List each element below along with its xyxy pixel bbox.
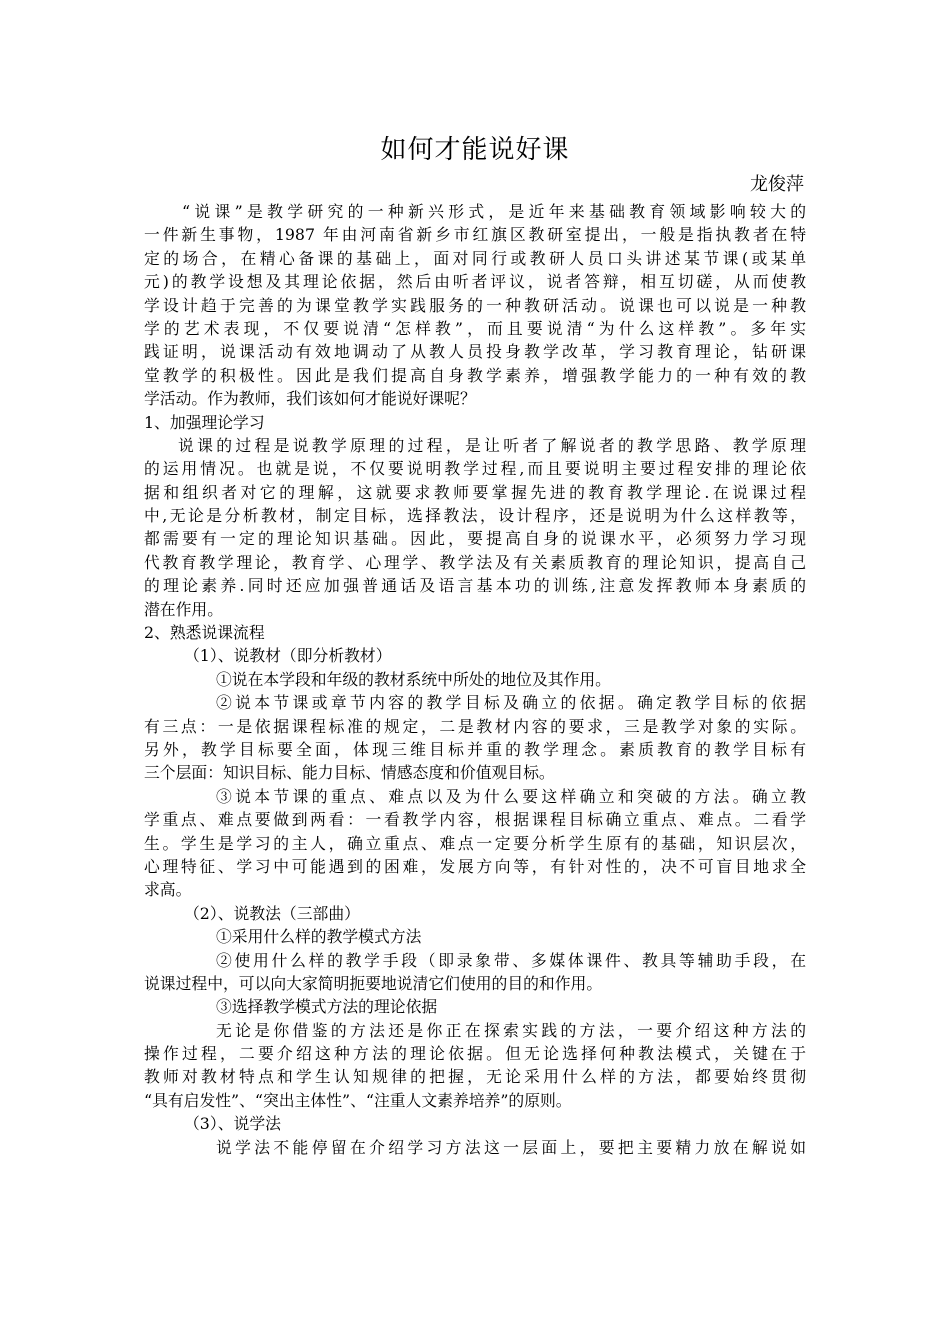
text-line: 堂教学的积极性。因此是我们提高自身教学素养，增强教学能力的一种有效的教 xyxy=(144,365,806,385)
text-line: 学活动。作为教师，我们该如何才能说好课呢？ xyxy=(144,389,476,409)
text-line: 生。学生是学习的主人，确立重点、难点一定要分析学生原有的基础，知识层次， xyxy=(144,833,806,853)
document-body xyxy=(144,200,806,1159)
text-line: “具有启发性”、“突出主体性”、“注重人文素养培养”的原则。 xyxy=(144,1090,572,1110)
text-line: ①采用什么样的教学模式方法 xyxy=(216,927,422,947)
text-line: 学设计趋于完善的为课堂教学实践服务的一种教研活动。说课也可以说是一种教 xyxy=(144,295,806,315)
text-line: 都需要有一定的理论知识基础。因此，要提高自身的说课水平，必须努力学习现 xyxy=(144,529,806,549)
text-line: 元)的教学设想及其理论依据，然后由听者评议，说者答辩，相互切磋，从而使教 xyxy=(144,272,806,292)
text-line: “说课”是教学研究的一种新兴形式，是近年来基础教育领域影响较大的 xyxy=(182,202,806,221)
text-line: 代教育教学理论，教育学、心理学、教学法及有关素质教育的理论知识，提高自己 xyxy=(144,552,806,572)
text-line: 说课的过程是说教学原理的过程，是让听者了解说者的教学思路、教学原理 xyxy=(178,435,806,455)
text-line: 心理特征、学习中可能遇到的困难，发展方向等，有针对性的，决不可盲目地求全 xyxy=(144,856,806,876)
text-line: 据和组织者对它的理解，这就要求教师要掌握先进的教育教学理论.在说课过程 xyxy=(144,482,806,502)
text-line: ③说本节课的重点、难点以及为什么要这样确立和突破的方法。确立教 xyxy=(216,786,806,806)
section-heading: 2、熟悉说课流程 xyxy=(144,623,265,643)
text-line: 有三点：一是依据课程标准的规定，二是教材内容的要求，三是教学对象的实际。 xyxy=(144,716,806,736)
text-line: 求高。 xyxy=(144,880,192,900)
text-line: 无论是你借鉴的方法还是你正在探索实践的方法，一要介绍这种方法的 xyxy=(216,1020,806,1040)
text-line: 操作过程，二要介绍这种方法的理论依据。但无论选择何种教法模式，关键在于 xyxy=(144,1044,806,1064)
text-line: 定的场合，在精心备课的基础上，面对同行或教研人员口头讲述某节课(或某单 xyxy=(144,248,806,268)
subsection-heading: （1）、说教材（即分析教材） xyxy=(184,646,392,666)
document-title: 如何才能说好课 xyxy=(380,135,570,165)
text-line: 学重点、难点要做到两看：一看教学内容，根据课程目标确立重点、难点。二看学 xyxy=(144,810,806,830)
text-line: 说学法不能停留在介绍学习方法这一层面上，要把主要精力放在解说如 xyxy=(216,1137,806,1157)
section-heading: 1、加强理论学习 xyxy=(144,412,265,432)
text-line: ③选择教学模式方法的理论依据 xyxy=(216,997,438,1017)
text-line: 学的艺术表现，不仅要说清“怎样教”，而且要说清“为什么这样教”。多年实 xyxy=(144,318,806,338)
text-line: 三个层面：知识目标、能力目标、情感态度和价值观目标。 xyxy=(144,763,555,783)
text-line: 一件新生事物，1987 年由河南省新乡市红旗区教研室提出，一般是指执教者在特 xyxy=(144,225,806,245)
text-line: 践证明，说课活动有效地调动了从教人员投身教学改革，学习教育理论，钻研课 xyxy=(144,342,806,362)
text-line: 的运用情况。也就是说，不仅要说明教学过程,而且要说明主要过程安排的理论依 xyxy=(144,459,806,479)
text-line: ②使用什么样的教学手段（即录象带、多媒体课件、教具等辅助手段，在 xyxy=(216,950,806,970)
document-author: 龙俊萍 xyxy=(750,174,804,195)
subsection-heading: （3）、说学法 xyxy=(184,1114,281,1134)
text-line: 另外，教学目标要全面，体现三维目标并重的教学理念。素质教育的教学目标有 xyxy=(144,739,806,759)
text-line: 中,无论是分析教材，制定目标，选择教法，设计程序，还是说明为什么这样教等， xyxy=(144,506,806,526)
text-line: 潜在作用。 xyxy=(144,599,223,619)
text-line: ①说在本学段和年级的教材系统中所处的地位及其作用。 xyxy=(216,669,611,689)
text-line: ②说本节课或章节内容的教学目标及确立的依据。确定教学目标的依据 xyxy=(216,693,806,713)
text-line: 教师对教材特点和学生认知规律的把握，无论采用什么样的方法，都要始终贯彻 xyxy=(144,1067,806,1087)
subsection-heading: （2）、说教法（三部曲） xyxy=(184,903,360,923)
text-line: 的理论素养.同时还应加强普通话及语言基本功的训练,注意发挥教师本身素质的 xyxy=(144,576,806,596)
text-line: 说课过程中，可以向大家简明扼要地说清它们使用的目的和作用。 xyxy=(144,973,603,993)
